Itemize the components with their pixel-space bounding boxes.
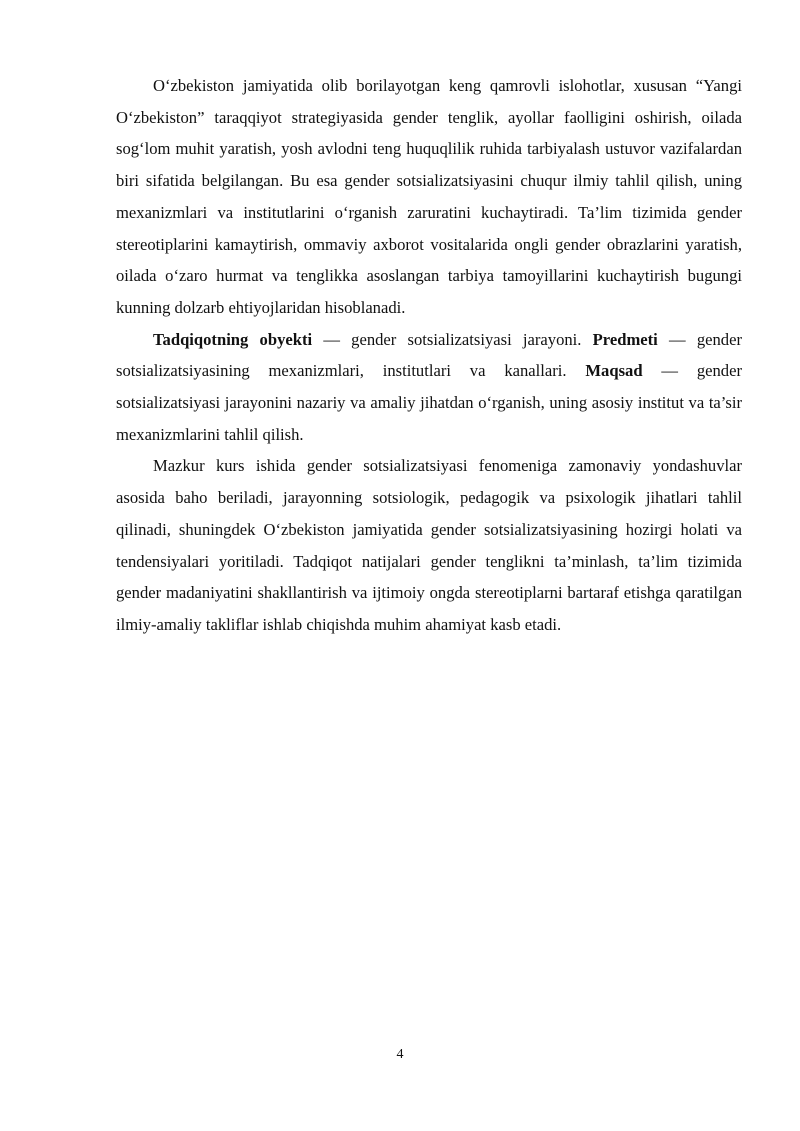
subject-label: Predmeti [592,329,658,349]
object-label: Tadqiqotning obyekti [153,329,313,349]
object-text: — gender sotsializatsiyasi jarayoni. [312,329,593,349]
paragraph-course-work: Mazkur kurs ishida gender sotsializatsiyasi fenomeniga zamonaviy yondashuvlar asosida baho beriladi, jarayonning sotsiologik, pedagogik va psixologik jihatlari tahlil qilinadi, shuningdek O‘zbekiston jamiyatida gender sotsializatsiyasining hozirgi holati va tendensiyalari yoritiladi. Tadqiqot natijalari gender tenglikni ta’minlash, ta’lim tizimida gender madaniyatini shakllantirish va ijtimoiy ongda stereotiplarni bartaraf etishga qaratilgan ilmiy-amaliy takliflar ishlab chiqishda muhim ahamiyat kasb etadi. [116,456,742,634]
paragraph-research-scope [116,324,742,451]
subject-text: — gender sotsializatsiyasining mexanizmlari, institutlari va kanallari. [116,329,742,381]
page-number: 4 [396,1047,404,1062]
paragraph-intro: O‘zbekiston jamiyatida olib borilayotgan keng qamrovli islohotlar, xususan “Yangi O‘zbekiston” taraqqiyot strategiyasida gender tenglik, ayollar faolligini oshirish, oilada sog‘lom muhit yaratish, yosh avlodni teng huquqlilik ruhida tarbiyalash ustuvor vazifalardan biri sifatida belgilangan. Bu esa gender sotsializatsiyasini chuqur ilmiy tahlil qilish, uning mexanizmlari va institutlarini o‘rganish zaruratini kuchaytiradi. Ta’lim tizimida gender stereotiplarini kamaytirish, ommaviy axborot vositalarida ongli gender obrazlarini yaratish, oilada o‘zaro hurmat va tenglikka asoslangan tarbiya tamoyillarini kuchaytirish bugungi kunning dolzarb ehtiyojlaridan hisoblanadi. [116,76,742,317]
goal-text: — gender sotsializatsiyasi jarayonini nazariy va amaliy jihatdan o‘rganish, uning asosiy institut va ta’sir mexanizmlarini tahlil qilish. [116,361,742,444]
goal-label: Maqsad [585,361,643,381]
body-text [116,70,742,641]
